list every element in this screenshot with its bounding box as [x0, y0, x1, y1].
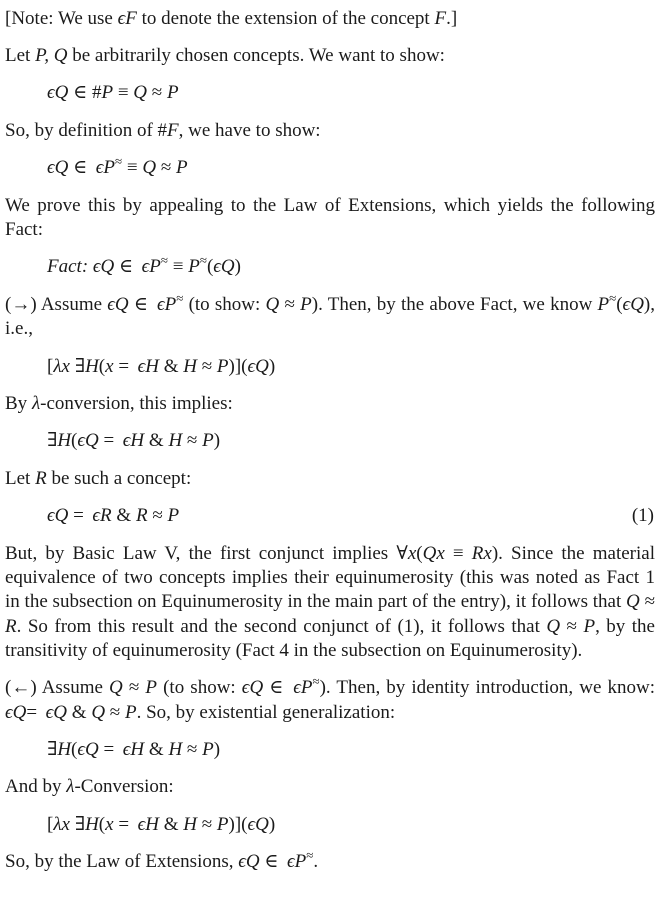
math-italic-run: ϵQ — [77, 430, 99, 452]
display-formula — [5, 153, 655, 180]
math-italic-run: x — [105, 813, 114, 835]
math-italic-run: ϵP — [156, 293, 177, 315]
superscript-approx: ≈ — [199, 253, 207, 269]
math-italic-run: P — [101, 82, 114, 104]
text-run: (to show: — [157, 677, 242, 699]
superscript-approx: ≈ — [115, 153, 123, 169]
math-italic-run: P — [300, 293, 312, 315]
math-italic-run: Qx — [422, 542, 445, 564]
math-italic-run: Q — [109, 677, 123, 699]
math-italic-run: Q — [142, 157, 157, 179]
text-run: ) — [213, 738, 221, 760]
math-italic-run: H — [168, 430, 183, 452]
text-run: ≡ — [168, 256, 189, 278]
math-italic-run: ϵQ — [213, 256, 235, 278]
display-formula — [5, 813, 655, 837]
math-italic-run: P, Q — [35, 44, 68, 66]
text-run: [Note: We use — [5, 8, 118, 29]
paragraph — [5, 290, 655, 342]
text-run: ≈ — [182, 738, 203, 760]
display-formula — [5, 429, 655, 453]
text-run: ≈ — [182, 430, 203, 452]
text-run: be such a concept: — [46, 467, 192, 489]
math-italic-run: ϵQ — [622, 293, 644, 315]
math-italic-run: ϵP — [141, 256, 161, 278]
paragraph — [5, 467, 655, 491]
math-italic-run: H — [183, 355, 197, 377]
text-run: . — [313, 851, 319, 873]
math-italic-run: Rx — [471, 542, 492, 564]
text-run: = — [26, 701, 46, 723]
text-run: ( — [616, 293, 623, 315]
text-run: (→) Assume — [5, 293, 108, 315]
text-run: ( — [98, 355, 106, 377]
text-run: )]( — [228, 355, 248, 377]
math-italic-run: x — [407, 542, 417, 564]
math-italic-run: ϵP — [287, 851, 307, 873]
text-run: . So from this result and the second conjunct of (1), it follows that — [16, 615, 547, 637]
text-run: So, by definition of # — [5, 119, 168, 141]
math-italic-run: ϵP — [293, 677, 313, 699]
text-run: ∃ — [47, 430, 58, 452]
text-run: ∈ — [68, 157, 96, 179]
text-run: & — [158, 355, 184, 377]
text-run: ≈ — [156, 157, 176, 179]
text-run: So, by the Law of Extensions, — [5, 851, 239, 873]
math-italic-run: H — [85, 355, 99, 377]
text-run: = — [113, 355, 138, 377]
text-run: ∃ — [47, 738, 58, 760]
text-run: ≡ — [122, 157, 143, 179]
math-italic-run: R — [5, 615, 17, 637]
text-run: ) — [268, 813, 276, 835]
text-run: be arbitrarily chosen concepts. We want to show: — [67, 44, 445, 66]
superscript-approx: ≈ — [306, 847, 314, 863]
display-formula — [5, 255, 655, 279]
paragraph — [5, 44, 655, 68]
math-italic-run: ϵF — [117, 8, 137, 29]
text-run: By — [5, 392, 32, 414]
text-run: to denote the extension of the concept — [136, 8, 435, 29]
text-run: ). Then, by the above Fact, we know — [311, 293, 598, 315]
text-run: ≈ — [279, 293, 301, 315]
display-formula — [5, 738, 655, 762]
math-italic-run: ϵR — [92, 505, 112, 527]
math-italic-run: R — [135, 505, 148, 527]
text-run: = — [98, 738, 123, 760]
text-run: & — [158, 813, 184, 835]
text-run: ≈ — [122, 677, 146, 699]
text-run: ( — [416, 542, 423, 564]
math-italic-run: R — [35, 467, 47, 489]
math-italic-run: Q — [91, 701, 106, 723]
math-italic-run: ϵQ — [47, 157, 69, 179]
text-run: But, by Basic Law V, the first conjunct implies ∀ — [5, 542, 408, 564]
display-formula — [5, 355, 655, 379]
math-italic-run: ϵQ — [77, 738, 99, 760]
text-run: ≈ — [147, 82, 167, 104]
math-italic-run: ϵQ — [247, 355, 269, 377]
text-run: ) — [213, 430, 221, 452]
paragraph — [5, 119, 655, 143]
text-run: ≡ — [113, 82, 134, 104]
paragraph — [5, 392, 655, 416]
text-run: & — [144, 738, 169, 760]
math-italic-run: ϵQ — [107, 293, 129, 315]
superscript-approx: ≈ — [312, 673, 320, 689]
text-run: ( — [71, 430, 78, 452]
text-run: ∈ — [263, 677, 294, 699]
text-run: ≈ — [196, 813, 217, 835]
math-italic-run: λx — [53, 355, 70, 377]
math-italic-run: Q — [546, 615, 561, 637]
text-run: = — [68, 505, 93, 527]
paragraph — [5, 542, 655, 664]
math-italic-run: ϵQ — [92, 256, 115, 278]
math-italic-run: Q — [265, 293, 280, 315]
math-italic-run: H — [57, 738, 72, 760]
math-italic-run: P — [176, 157, 188, 179]
superscript-approx: ≈ — [609, 290, 617, 306]
math-italic-run: P — [202, 738, 214, 760]
math-italic-run: H — [57, 430, 72, 452]
text-run: ( — [98, 813, 106, 835]
text-run: & — [144, 430, 169, 452]
text-run: ( — [71, 738, 78, 760]
text-run: -conversion, this implies: — [40, 392, 233, 414]
math-italic-run: ϵH — [137, 813, 159, 835]
text-run: ≈ — [560, 615, 584, 637]
math-italic-run: λ — [66, 776, 75, 798]
paragraph — [5, 194, 655, 243]
text-run: ≈ — [196, 355, 217, 377]
text-run: ≈ — [147, 505, 168, 527]
text-run: ( — [206, 256, 214, 278]
math-italic-run: P — [145, 677, 157, 699]
text-run: [ — [47, 355, 54, 377]
text-run: = — [98, 430, 123, 452]
superscript-approx: ≈ — [160, 253, 169, 269]
math-italic-run: Fact: — [47, 256, 93, 278]
text-run: ≈ — [639, 591, 655, 613]
text-run: (to show: — [183, 293, 266, 315]
text-run: [ — [47, 813, 54, 835]
text-run: Let — [5, 44, 36, 66]
paragraph — [5, 847, 655, 874]
text-run: -Conversion: — [74, 776, 174, 798]
text-run: ) — [268, 355, 276, 377]
display-formula — [5, 504, 655, 528]
math-italic-run: P — [167, 505, 180, 527]
proof-body — [5, 7, 655, 875]
text-run: Let — [5, 467, 36, 489]
text-run: We prove this by appealing to the Law of Extensions, which yields the following Fact: — [5, 194, 655, 240]
math-italic-run: ϵP — [95, 157, 116, 179]
superscript-approx: ≈ — [176, 290, 184, 306]
text-run: , by the transitivity of equinumerosity (Fact 4 in the subsection on Equinumerosity). — [5, 615, 655, 662]
math-italic-run: P — [216, 355, 229, 377]
math-italic-run: P — [216, 813, 229, 835]
math-italic-run: H — [183, 813, 197, 835]
math-italic-run: ϵH — [122, 430, 145, 452]
text-run: ∃ — [70, 355, 86, 377]
math-italic-run: Q — [626, 591, 640, 613]
text-run: & — [111, 505, 136, 527]
text-run: )]( — [228, 813, 248, 835]
math-italic-run: P — [124, 701, 137, 723]
math-italic-run: Q — [133, 82, 148, 104]
math-italic-run: ϵQ — [241, 677, 264, 699]
math-italic-run: ϵQ — [45, 701, 68, 723]
math-italic-run: ϵQ — [247, 813, 269, 835]
math-italic-run: H — [168, 738, 183, 760]
math-italic-run: ϵH — [137, 355, 159, 377]
equation-number: (1) — [631, 505, 654, 527]
text-run: ). Then, by identity introduction, we know: — [319, 677, 656, 699]
paragraph — [5, 775, 655, 799]
text-run: ∈ # — [68, 82, 102, 104]
display-formula — [5, 81, 655, 105]
paragraph — [5, 673, 656, 725]
math-italic-run: ϵQ — [5, 701, 27, 723]
text-run: . So, by existential generalization: — [136, 701, 396, 723]
math-italic-run: ϵQ — [47, 82, 69, 104]
math-italic-run: H — [85, 813, 99, 835]
paragraph — [5, 7, 655, 31]
text-run: ). Since the material equivalence of two concepts implies their equinumerosity (this was noted as Fact 1 in the subsection on Equinumerosity in the main part of the entry), it follows that — [5, 542, 655, 613]
text-run: ∃ — [70, 813, 86, 835]
math-italic-run: ϵQ — [238, 851, 260, 873]
text-run: ∈ — [128, 293, 157, 315]
text-run: (←) Assume — [5, 677, 110, 699]
math-italic-run: P — [597, 293, 610, 315]
math-italic-run: ϵH — [122, 738, 145, 760]
text-run: .] — [446, 8, 458, 29]
text-run: ∈ — [259, 851, 288, 873]
math-italic-run: F — [167, 119, 179, 141]
math-italic-run: P — [188, 256, 200, 278]
math-italic-run: ϵQ — [47, 505, 69, 527]
text-run: , we have to show: — [178, 119, 321, 141]
text-run: ≈ — [105, 701, 125, 723]
text-run: & — [67, 701, 92, 723]
text-run: ), i.e., — [5, 293, 655, 340]
text-run: = — [113, 813, 138, 835]
text-run: ∈ — [114, 256, 142, 278]
math-italic-run: P — [583, 615, 596, 637]
math-italic-run: F — [434, 8, 447, 29]
math-italic-run: P — [166, 82, 179, 104]
math-italic-run: λx — [53, 813, 70, 835]
math-italic-run: x — [105, 355, 114, 377]
text-run: ) — [234, 256, 241, 278]
text-run: And by — [5, 776, 67, 798]
text-run: ≡ — [444, 542, 472, 564]
math-italic-run: λ — [31, 392, 41, 414]
math-italic-run: P — [202, 430, 214, 452]
